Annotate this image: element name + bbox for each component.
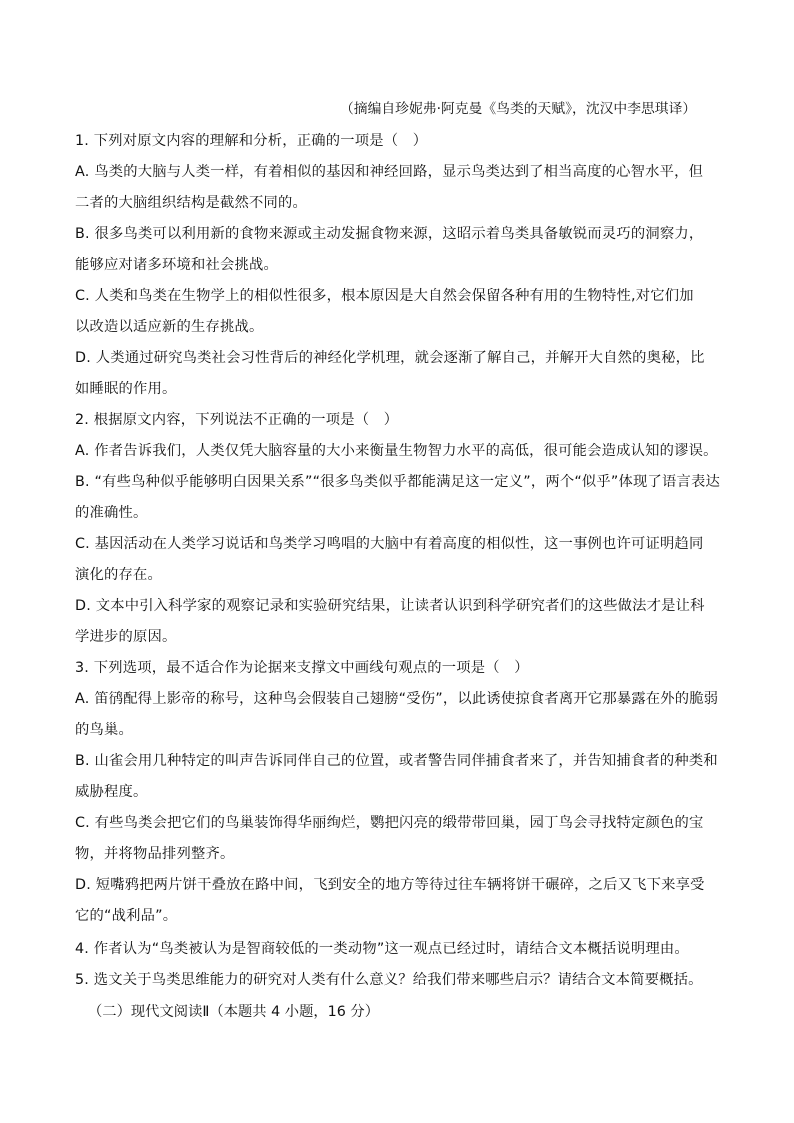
question-2-option-d: D. 文本中引入科学家的观察记录和实验研究结果，让读者认识到科学研究者们的这些做法才是让科 bbox=[75, 598, 705, 614]
question-1-option-d-cont: 如睡眠的作用。 bbox=[75, 381, 177, 397]
question-1-option-c-cont: 以改造以适应新的生存挑战。 bbox=[75, 319, 264, 335]
question-1-option-d: D. 人类通过研究鸟类社会习性背后的神经化学机理，就会逐渐了解自己，并解开大自然的奥秘，比 bbox=[75, 350, 705, 366]
question-1-option-a: A. 鸟类的大脑与人类一样，有着相似的基因和神经回路，显示鸟类达到了相当高度的心智水平，但 bbox=[75, 164, 704, 180]
question-2-option-b: B. “有些鸟种似乎能够明白因果关系”“很多鸟类似乎都能满足这一定义”，两个“似乎”体现了语言表达 bbox=[75, 474, 721, 490]
question-2-option-c-cont: 演化的存在。 bbox=[75, 567, 162, 583]
question-3-stem: 3. 下列选项，最不适合作为论据来支撑文中画线句观点的一项是（ ） bbox=[75, 660, 529, 676]
question-1-option-b-cont: 能够应对诸多环境和社会挑战。 bbox=[75, 257, 278, 273]
question-5: 5. 选文关于鸟类思维能力的研究对人类有什么意义？给我们带来哪些启示？请结合文本简要概括。 bbox=[75, 972, 703, 988]
question-3-option-d: D. 短嘴鸦把两片饼干叠放在路中间，飞到安全的地方等待过往车辆将饼干碾碎，之后又飞下来享受 bbox=[75, 877, 705, 893]
section-heading: （二）现代文阅读Ⅱ（本题共 4 小题，16 分） bbox=[88, 1004, 380, 1020]
question-2-option-c: C. 基因活动在人类学习说话和鸟类学习鸣唱的大脑中有着高度的相似性，这一事例也许可证明趋同 bbox=[75, 536, 704, 552]
question-3-option-b-cont: 威胁程度。 bbox=[75, 784, 148, 800]
question-2-stem: 2. 根据原文内容，下列说法不正确的一项是（ ） bbox=[75, 412, 399, 428]
question-3-option-c: C. 有些鸟类会把它们的鸟巢装饰得华丽绚烂，鹦把闪亮的缎带带回巢，园丁鸟会寻找特定颜色的宝 bbox=[75, 815, 704, 831]
question-3-option-d-cont: 它的“战利品”。 bbox=[75, 908, 178, 924]
question-4: 4. 作者认为“鸟类被认为是智商较低的一类动物”这一观点已经过时，请结合文本概括说明理由。 bbox=[75, 941, 689, 957]
question-3-option-a-cont: 的鸟巢。 bbox=[75, 722, 133, 738]
question-1-option-c: C. 人类和鸟类在生物学上的相似性很多，根本原因是大自然会保留各种有用的生物特性,对它们加 bbox=[75, 288, 694, 304]
question-1-option-a-cont: 二者的大脑组织结构是截然不同的。 bbox=[75, 195, 307, 211]
question-1-stem: 1. 下列对原文内容的理解和分析，正确的一项是（ ） bbox=[75, 133, 428, 149]
question-1-option-b: B. 很多鸟类可以利用新的食物来源或主动发掘食物来源，这昭示着鸟类具备敏锐而灵巧的洞察力， bbox=[75, 226, 704, 242]
question-2-option-d-cont: 学进步的原因。 bbox=[75, 629, 177, 645]
source-citation: （摘编自珍妮弗·阿克曼《鸟类的天赋》，沈汉中李思琪译） bbox=[340, 101, 697, 117]
question-2-option-b-cont: 的准确性。 bbox=[75, 505, 148, 521]
question-3-option-a: A. 笛鸻配得上影帝的称号，这种鸟会假装自己翅膀“受伤”，以此诱使掠食者离开它那暴露在外的脆弱 bbox=[75, 691, 719, 707]
question-2-option-a: A. 作者告诉我们，人类仅凭大脑容量的大小来衡量生物智力水平的高低，很可能会造成认知的谬误。 bbox=[75, 443, 718, 459]
question-3-option-c-cont: 物，并将物品排列整齐。 bbox=[75, 846, 235, 862]
question-3-option-b: B. 山雀会用几种特定的叫声告诉同伴自己的位置，或者警告同伴捕食者来了，并告知捕食者的种类和 bbox=[75, 753, 718, 769]
